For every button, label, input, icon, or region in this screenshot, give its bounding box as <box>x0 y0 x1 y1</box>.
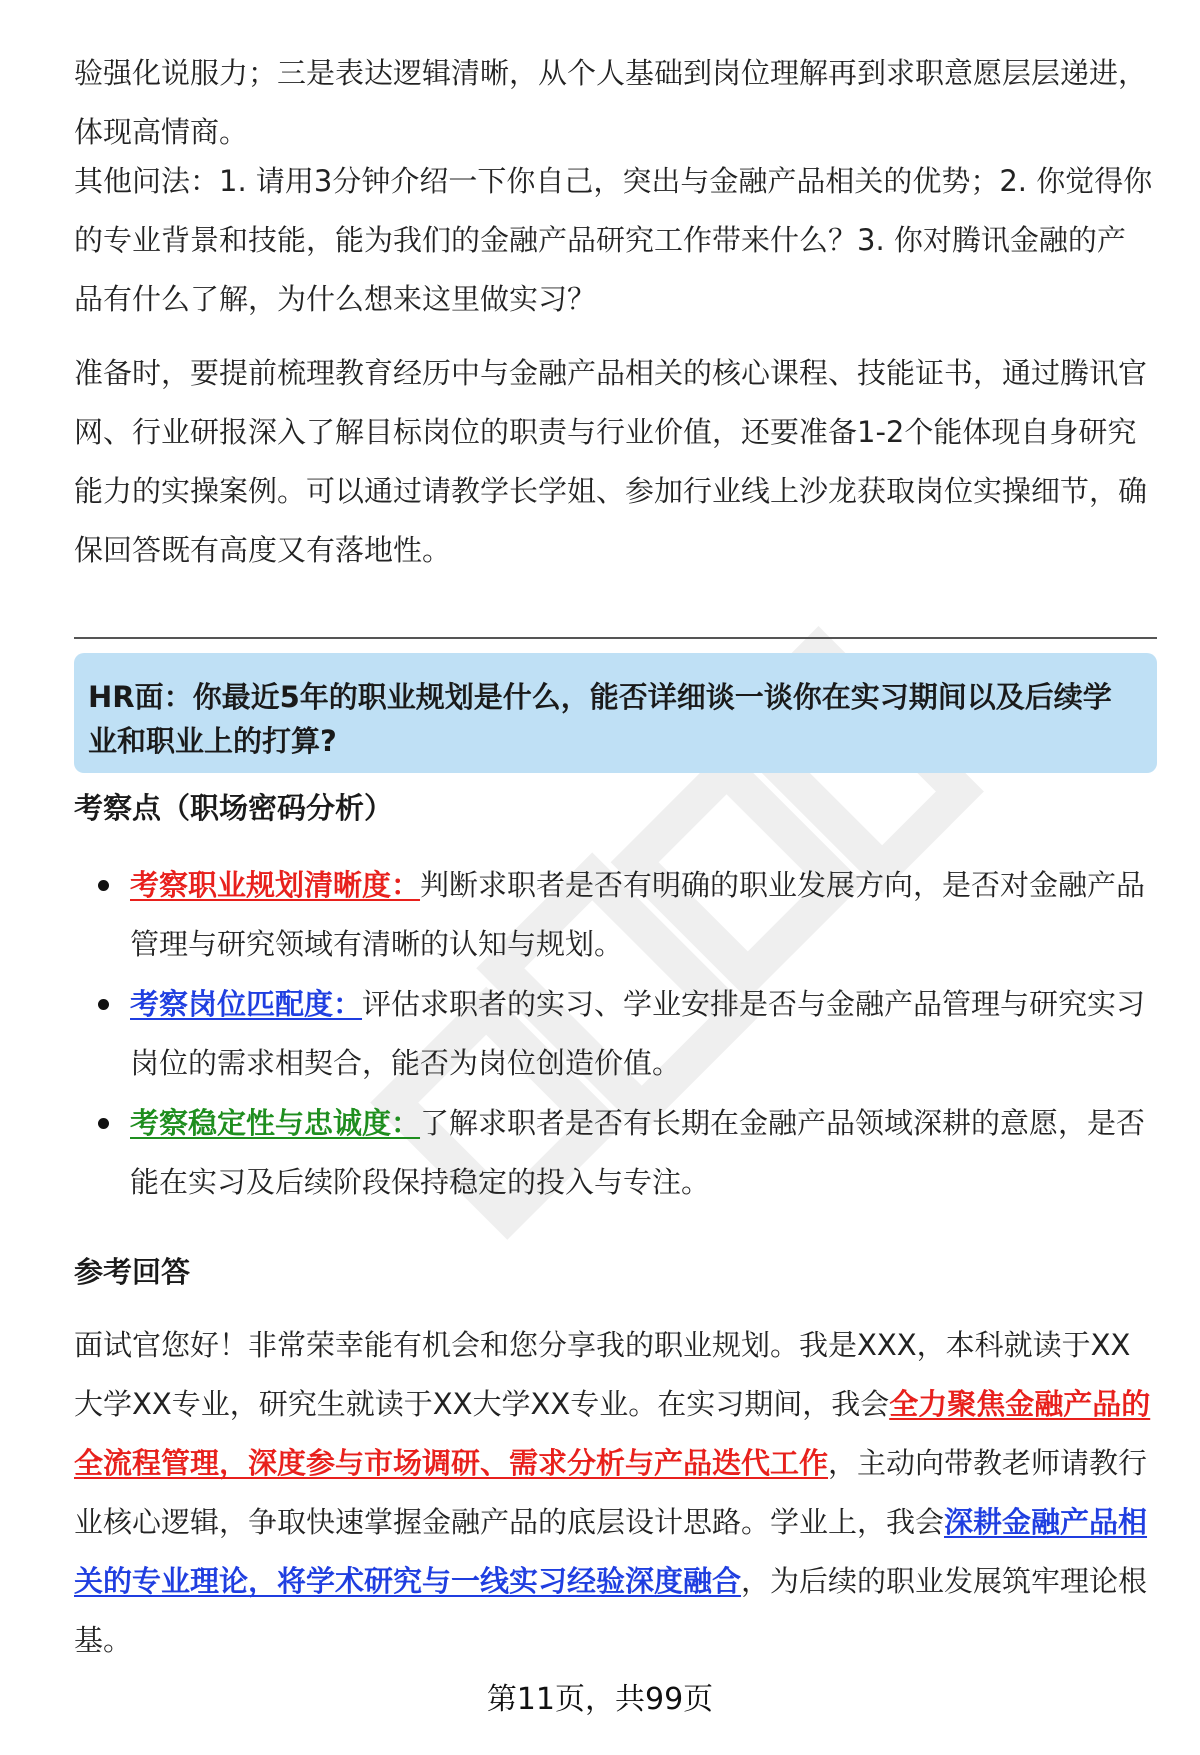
assessment-point-title: 考察岗位匹配度： <box>130 987 363 1021</box>
assessment-point-title: 考察职业规划清晰度： <box>130 868 421 902</box>
assessment-point-career-clarity <box>74 856 1164 974</box>
assessment-point-job-match <box>74 975 1164 1093</box>
assessment-point-text: 了解求职者是否有长期在金融产品领域深耕的意愿，是否能在实习及后续阶段保持稳定的投入与专注。 <box>130 1106 1146 1199</box>
page-number: 第11页，共99页 <box>486 1682 714 1717</box>
bullet-icon <box>98 999 109 1010</box>
preparation-paragraph: 准备时，要提前梳理教育经历中与金融产品相关的核心课程、技能证书，通过腾讯官网、行业研报深入了解目标岗位的职责与行业价值，还要准备1-2个能体现自身研究能力的实操案例。可以通过请教学长学姐、参加行业线上沙龙获取岗位实操细节，确保回答既有高度又有落地性。 <box>74 356 1148 567</box>
other-questions-paragraph: 其他问法：1. 请用3分钟介绍一下你自己，突出与金融产品相关的优势；2. 你觉得你的专业背景和技能，能为我们的金融产品研究工作带来什么？3. 你对腾讯金融的产品有什么了解，为什么想来这里做实习？ <box>74 164 1153 316</box>
question-box <box>74 653 1157 773</box>
assessment-point-text: 评估求职者的实习、学业安排是否与金融产品管理与研究实习岗位的需求相契合，能否为岗位创造价值。 <box>130 987 1146 1080</box>
assessment-point-stability <box>74 1094 1164 1212</box>
assessment-heading: 考察点（职场密码分析） <box>74 791 394 825</box>
answer-text-part1: 面试官您好！非常荣幸能有机会和您分享我的职业规划。我是XXX，本科就读于XX大学XX专业，研究生就读于XX大学XX专业。在实习期间，我会 <box>74 1328 1131 1421</box>
assessment-list <box>74 856 1164 1213</box>
answer-text-part2: ，主动向带教老师请教行业核心逻辑，争取快速掌握金融产品的底层设计思路。学业上，我会 <box>74 1446 1148 1539</box>
section-divider <box>74 637 1157 639</box>
assessment-point-title: 考察稳定性与忠诚度： <box>130 1106 421 1140</box>
answer-text-part3: ，为后续的职业发展筑牢理论根基。 <box>74 1564 1148 1657</box>
assessment-point-text: 判断求职者是否有明确的职业发展方向，是否对金融产品管理与研究领域有清晰的认知与规划。 <box>130 868 1146 961</box>
bullet-icon <box>98 880 109 891</box>
answer-highlight-internship: 全力聚焦金融产品的全流程管理，深度参与市场调研、需求分析与产品迭代工作 <box>74 1387 1151 1480</box>
answer-heading: 参考回答 <box>74 1255 191 1289</box>
question-title: HR面：你最近5年的职业规划是什么，能否详细谈一谈你在实习期间以及后续学业和职业上的打算? <box>88 680 1112 758</box>
answer-highlight-academic: 深耕金融产品相关的专业理论，将学术研究与一线实习经验深度融合 <box>74 1505 1148 1598</box>
intro-paragraph-1: 验强化说服力；三是表达逻辑清晰，从个人基础到岗位理解再到求职意愿层层递进，体现高情商。 <box>74 56 1148 149</box>
bullet-icon <box>98 1118 109 1129</box>
reference-answer <box>74 1316 1154 1670</box>
